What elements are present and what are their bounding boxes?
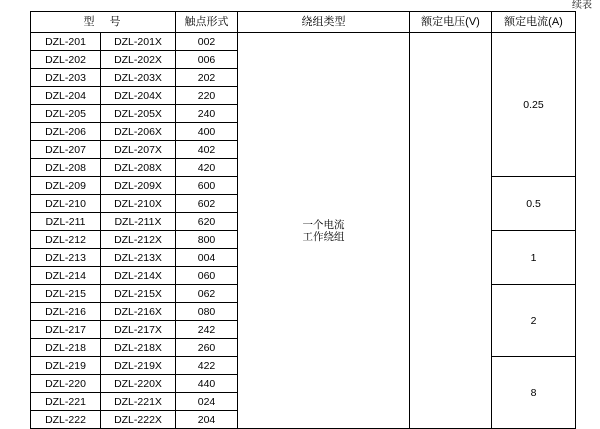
cell-rated-current: 0.5 xyxy=(492,177,576,231)
cell-model-a: DZL-207 xyxy=(31,141,101,159)
cell-rated-current: 0.25 xyxy=(492,33,576,177)
winding-type-line: 工作绕组 xyxy=(302,230,345,243)
cell-contact-form: 060 xyxy=(176,267,238,285)
cell-model-a: DZL-205 xyxy=(31,105,101,123)
cell-model-a: DZL-218 xyxy=(31,339,101,357)
cell-model-b: DZL-219X xyxy=(101,357,176,375)
table-row xyxy=(31,33,576,51)
cell-model-a: DZL-216 xyxy=(31,303,101,321)
cell-model-a: DZL-206 xyxy=(31,123,101,141)
cell-model-a: DZL-217 xyxy=(31,321,101,339)
cell-contact-form: 220 xyxy=(176,87,238,105)
cell-model-b: DZL-205X xyxy=(101,105,176,123)
table-header-row xyxy=(31,12,576,33)
winding-type-line: 一个电流 xyxy=(302,218,345,231)
cell-rated-voltage xyxy=(410,33,492,429)
cell-model-a: DZL-202 xyxy=(31,51,101,69)
cell-contact-form: 800 xyxy=(176,231,238,249)
cell-contact-form: 440 xyxy=(176,375,238,393)
cell-model-b: DZL-208X xyxy=(101,159,176,177)
cell-contact-form: 202 xyxy=(176,69,238,87)
cell-contact-form: 620 xyxy=(176,213,238,231)
cell-rated-current: 2 xyxy=(492,285,576,357)
cell-model-a: DZL-201 xyxy=(31,33,101,51)
specification-table xyxy=(30,11,576,429)
cell-contact-form: 422 xyxy=(176,357,238,375)
cell-model-b: DZL-203X xyxy=(101,69,176,87)
cell-contact-form: 602 xyxy=(176,195,238,213)
cell-model-b: DZL-221X xyxy=(101,393,176,411)
cell-model-a: DZL-209 xyxy=(31,177,101,195)
cell-winding-type xyxy=(238,33,410,429)
cell-model-a: DZL-204 xyxy=(31,87,101,105)
column-header-rated-voltage: 额定电压(V) xyxy=(410,12,492,33)
cell-model-b: DZL-215X xyxy=(101,285,176,303)
cell-model-b: DZL-206X xyxy=(101,123,176,141)
cell-model-a: DZL-212 xyxy=(31,231,101,249)
cell-model-b: DZL-213X xyxy=(101,249,176,267)
cell-model-a: DZL-215 xyxy=(31,285,101,303)
cell-contact-form: 024 xyxy=(176,393,238,411)
cell-model-a: DZL-214 xyxy=(31,267,101,285)
cell-model-b: DZL-207X xyxy=(101,141,176,159)
cell-model-a: DZL-222 xyxy=(31,411,101,429)
cell-contact-form: 260 xyxy=(176,339,238,357)
cell-contact-form: 004 xyxy=(176,249,238,267)
cell-model-a: DZL-211 xyxy=(31,213,101,231)
cell-model-b: DZL-201X xyxy=(101,33,176,51)
cell-model-b: DZL-209X xyxy=(101,177,176,195)
cell-model-a: DZL-220 xyxy=(31,375,101,393)
cell-model-b: DZL-211X xyxy=(101,213,176,231)
column-header-rated-current: 额定电流(A) xyxy=(492,12,576,33)
cell-model-b: DZL-216X xyxy=(101,303,176,321)
column-header-winding-type: 绕组类型 xyxy=(238,12,410,33)
cell-contact-form: 242 xyxy=(176,321,238,339)
cell-model-b: DZL-212X xyxy=(101,231,176,249)
cell-model-b: DZL-222X xyxy=(101,411,176,429)
column-header-model: 型 号 xyxy=(31,12,176,33)
cell-contact-form: 204 xyxy=(176,411,238,429)
cell-model-a: DZL-203 xyxy=(31,69,101,87)
continued-table-label: 续表 xyxy=(572,0,592,11)
cell-model-b: DZL-204X xyxy=(101,87,176,105)
cell-model-b: DZL-210X xyxy=(101,195,176,213)
cell-rated-current: 8 xyxy=(492,357,576,429)
cell-model-a: DZL-219 xyxy=(31,357,101,375)
cell-contact-form: 420 xyxy=(176,159,238,177)
cell-model-a: DZL-210 xyxy=(31,195,101,213)
cell-contact-form: 062 xyxy=(176,285,238,303)
cell-model-a: DZL-213 xyxy=(31,249,101,267)
table-header xyxy=(31,12,576,33)
cell-contact-form: 002 xyxy=(176,33,238,51)
cell-contact-form: 240 xyxy=(176,105,238,123)
cell-contact-form: 080 xyxy=(176,303,238,321)
cell-contact-form: 400 xyxy=(176,123,238,141)
cell-rated-current: 1 xyxy=(492,231,576,285)
cell-model-a: DZL-221 xyxy=(31,393,101,411)
column-header-contact-form: 触点形式 xyxy=(176,12,238,33)
cell-model-b: DZL-214X xyxy=(101,267,176,285)
cell-contact-form: 600 xyxy=(176,177,238,195)
cell-model-a: DZL-208 xyxy=(31,159,101,177)
table-body xyxy=(31,33,576,429)
cell-model-b: DZL-218X xyxy=(101,339,176,357)
cell-contact-form: 006 xyxy=(176,51,238,69)
cell-model-b: DZL-220X xyxy=(101,375,176,393)
cell-contact-form: 402 xyxy=(176,141,238,159)
cell-model-b: DZL-217X xyxy=(101,321,176,339)
cell-model-b: DZL-202X xyxy=(101,51,176,69)
